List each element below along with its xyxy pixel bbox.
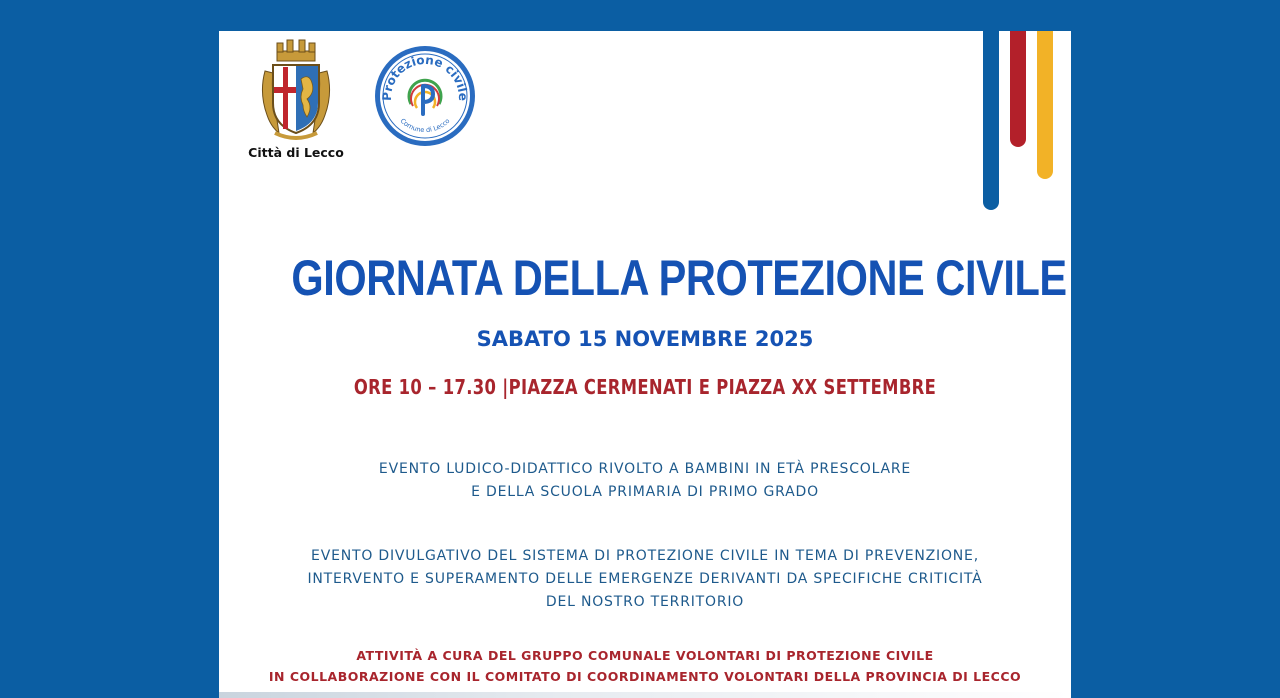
protezione-civile-logo: [373, 44, 477, 148]
description-line: E DELLA SCUOLA PRIMARIA DI PRIMO GRADO: [471, 484, 819, 500]
event-date: SABATO 15 NOVEMBRE 2025: [476, 327, 814, 351]
event-time-place: ORE 10 – 17.30 |PIAZZA CERMENATI E PIAZZA XX SETTEMBRE: [353, 375, 937, 399]
decorative-stripe-yellow: [1037, 31, 1053, 179]
lecco-coat-of-arms-icon: [257, 37, 335, 141]
citta-di-lecco-caption: Città di Lecco: [248, 145, 344, 160]
description-line: INTERVENTO E SUPERAMENTO DELLE EMERGENZE DERIVANTI DA SPECIFICHE CRITICITÀ: [307, 571, 983, 587]
description-line: EVENTO LUDICO-DIDATTICO RIVOLTO A BAMBINI IN ETÀ PRESCOLARE: [378, 461, 912, 477]
description-line: DEL NOSTRO TERRITORIO: [545, 594, 745, 610]
decorative-stripe-blue: [983, 31, 999, 210]
description-line: EVENTO DIVULGATIVO DEL SISTEMA DI PROTEZIONE CIVILE IN TEMA DI PREVENZIONE,: [311, 548, 979, 564]
credits-line: ATTIVITÀ A CURA DEL GRUPPO COMUNALE VOLONTARI DI PROTEZIONE CIVILE: [356, 648, 934, 663]
event-poster: [219, 31, 1071, 698]
event-title: GIORNATA DELLA PROTEZIONE CIVILE: [291, 250, 1067, 306]
credits-line: IN COLLABORAZIONE CON IL COMITATO DI COORDINAMENTO VOLONTARI DELLA PROVINCIA DI LECCO: [268, 669, 1022, 684]
poster-bottom-edge: [219, 692, 1071, 698]
event-description-1: [219, 458, 1071, 504]
decorative-stripe-red: [1010, 31, 1026, 147]
protezione-civile-arc-text: Protezione civile: [379, 52, 471, 102]
comune-di-lecco-arc-text: Comune di Lecco: [398, 116, 452, 135]
event-description-2: [219, 545, 1071, 614]
citta-di-lecco-logo: [241, 37, 351, 161]
organizer-credits: [219, 645, 1071, 687]
